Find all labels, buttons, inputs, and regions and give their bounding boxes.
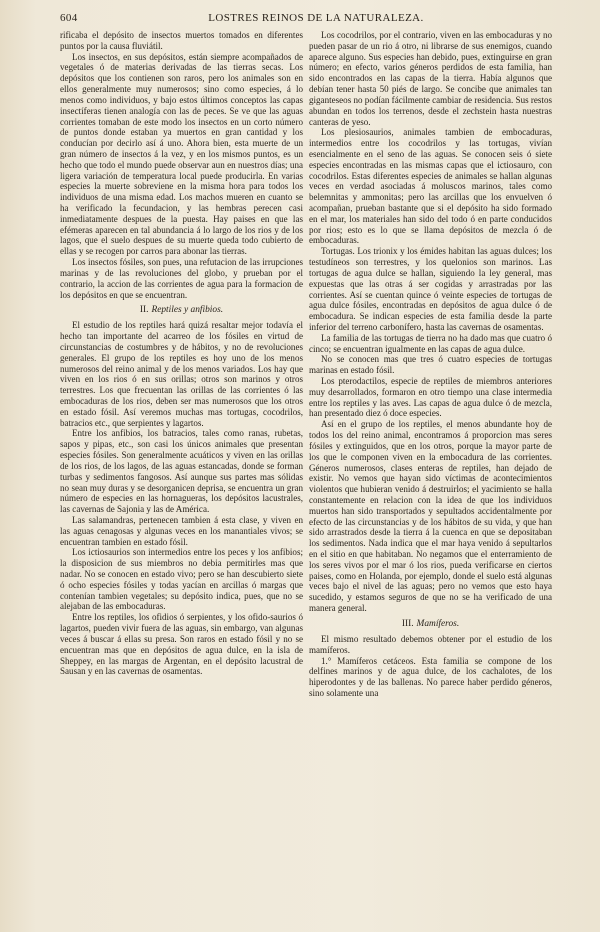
section-heading bbox=[309, 619, 552, 630]
paragraph: Los insectos fósiles, son pues, una refutacion de las irrupciones marinas y de las revoluciones del globo, y prueban por el contrario, la accion de las corrientes de agua para la formacion de los depósitos en que se encuentran. bbox=[60, 257, 303, 300]
paragraph: Los cocodrilos, por el contrario, viven en las embocaduras y no pueden pasar de un rio á otro, ni librarse de sus enemigos, cuando aparece alguno. Sus especies han debido, pues, extinguirse en gran número; en efecto, varios géneros perdidos de esta familia, han sido encontrados en las capas de la tierra. Había algunos que debían tener hasta 50 piés de largo. Se concibe que animales tan giganteseos no podían fácilmente cambiar de residencia. Sus restos abundan en todos los terrenos, desde el zechstein hasta nuestras canteras de yeso. bbox=[309, 30, 552, 127]
paragraph: Así en el grupo de los reptiles, el menos abundante hoy de todos los del reino animal, encontramos á proporcion mas seres fósiles y extinguidos, que en los otros, porque la mayor parte de los que le componen viven en la embocadura de las corrientes. Géneros numerosos, clases enteras de reptiles, han dejado de existir. No vemos que hayan sido víctimas de acontecimientos violentos que hubieran venido á destruirlos; el yacimiento se halla constantemente en relacion con la idea de que los individuos muertos han sido transportados y sepultados accidentalmente por efecto de las circunstancias y de los hábitos de su vida, y que han sido arrastrados desde la tierra á la cuenca en que se depositaban los sedimentos. Nada indica que el mar haya venido á sepultarlos en el sitio en que habitaban. No negamos que el enterramiento de los seres vivos por el mar ó los rios, pueda verificarse en ciertos paises, como en Holanda, por ejemplo, donde el suelo está algunas veces bajo el nivel de las aguas; pero no vemos que esto haya sucedido, y estamos seguros de que no se ha verificado de una manera general. bbox=[309, 419, 552, 614]
paragraph: Los plesiosaurios, animales tambien de embocaduras, intermedios entre los cocodrilos y las tortugas, vivían esencialmente en el seno de las aguas. Se conocen seis ó siete especies encontradas en las mismas capas que el ictiosauro, con cocodrilos. Estas diferentes especies de animales se hallan algunas veces en verdad asociadas á moluscos marinos, tales como belemnitas y ammonitas; pero las arcillas que los envuelven ó acompañan, prueban bastante que si el depósito ha sido formado en el mar, los materiales han sido del todo ó en parte conducidos por rios; esto es lo que se llama depósitos de mezcla ó de embocaduras. bbox=[309, 127, 552, 246]
paragraph: La familia de las tortugas de tierra no ha dado mas que cuatro ó cinco; se encuentran igualmente en las capas de agua dulce. bbox=[309, 332, 552, 354]
running-title: LOSTRES REINOS DE LA NATURALEZA. bbox=[208, 12, 424, 24]
paragraph: Tortugas. Los trionix y los émides habitan las aguas dulces; los testudíneos son terrestres, y los quelonios son marinos. Las tortugas de agua dulce se hallan, siguiendo la ley general, mas expuestas que las otras á ser cogidas y arrastradas por las corrientes. Así se cuentan quince ó veinte especies de tortugas de agua dulce fósiles, encontradas en depósitos de agua dulce ó de embocadura. Se indican especies de esta familia desde la parte inferior del terreno carbonífero, hasta las cavernas de osamentas. bbox=[309, 246, 552, 332]
section-number: III. bbox=[401, 618, 414, 629]
paragraph: Los insectos, en sus depósitos, están siempre acompañados de vegetales ó de materias derivadas de las tierras secas. Los depósitos que los contienen son raros, pero los animales son en ellos generalmente muy numerosos; sino como especies, á lo menos como individuos, y bajo estos últimos conceptos las capas insectíferas tienen analogía con las de peces. Se ve que las aguas corrientes tomaban de este modo los insectos en un corto número de puntos donde estaban ya muertos en gran cantidad y los conducían por decirlo así á uno. Ahora bien, esta muerte de un gran número de insectos á la vez, y en los mismos puntos, es un hecho que todo el mundo puede observar aun en nuestros días; una ligera variación de temperatura local puede producirla. En varias especies la muerte sobreviene en la misma hora para todos los individuos de una misma edad. Los machos mueren en cuanto se ha verificado la fecundacion, y las hembras perecen casi inmediatamente despues de la puesta. Hay paises en que las efémeras aparecen en tal abundancia á lo largo de los rios y de los lagos, que el suelo despues de su muerte queda todo cubierto de ellas y se recogen por carros para abonar las tierras. bbox=[60, 51, 303, 257]
paragraph: Entre los anfibios, los batracios, tales como ranas, rubetas, sapos y pipas, etc., son casi los únicos animales que presentan especies fósiles. Son generalmente acuáticos y viven en las orillas de los rios, de los lagos, de las aguas estancadas, donde se forman turbas y sedimentos fangosos. Así aunque sus partes mas sólidas no sean muy duras y se desorganicen deprisa, se encuentra un gran número de especies en las hornagueras, los depósitos lacustrales, las cavernas de Sajonia y las de América. bbox=[60, 428, 303, 515]
paragraph: Los pterodactilos, especie de reptiles de miembros anteriores muy desarrollados, formaron en otro tiempo una clase intermedia entre los reptiles y las aves. Las capas de agua dulce ó de mezcla, han presentado diez ó doce especies. bbox=[309, 376, 552, 419]
section-number: II. bbox=[139, 305, 149, 316]
paragraph: Entre los reptiles, los ofidios ó serpientes, y los ofido-saurios ó lagartos, pueden vivir fuera de las aguas, sin embargo, van algunas veces á buscar á ellas su presa. Son raros en estado fósil y no se encuentran mas que en depósitos de agua dulce, en la isla de Sheppey, en las margas de Argentan, en el depósito lacustral de Sausan y en las cavernas de osamentas. bbox=[60, 612, 303, 677]
section-title: Mamíferos. bbox=[416, 618, 460, 629]
left-column bbox=[60, 30, 303, 677]
paragraph: El estudio de los reptiles hará quizá resaltar mejor todavía el hecho tan importante del acarreo de los fósiles en virtud de circunstancias de costumbres y de hábitos, y no de revoluciones generales. El grupo de los reptiles es hoy uno de los menos numerosos del reino animal y de los menos variados. Los hay que viven en los rios ó en sus orillas; otros son marinos y otros terrestres. Los que frecuentan las orillas de las corrientes ó las embocaduras de los rios, deben ser mas numerosos que los otros en estado fósil. Así veremos muchas mas tortugas, cocodrilos, batracios etc., que serpientes y lagartos. bbox=[60, 320, 303, 428]
section-title: Reptiles y anfibios. bbox=[151, 305, 224, 316]
paragraph: Las salamandras, pertenecen tambien á esta clase, y viven en las aguas cenagosas y algunas veces en los manantiales vivos; se encuentran tambien en estado fósil. bbox=[60, 514, 303, 547]
paragraph: rificaba el depósito de insectos muertos tomados en diferentes puntos por la causa fluviátil. bbox=[60, 30, 303, 51]
page-number: 604 bbox=[60, 12, 78, 24]
paragraph: 1.° Mamíferos cetáceos. Esta familia se compone de los delfines marinos y de agua dulce, de los cachalotes, de los hiperodontes y de las ballenas. No parece haber perdido géneros, sino solamente una bbox=[309, 655, 552, 698]
paragraph: No se conocen mas que tres ó cuatro especies de tortugas marinas en estado fósil. bbox=[309, 354, 552, 376]
section-heading bbox=[60, 305, 303, 316]
paragraph: Los ictiosaurios son intermedios entre los peces y los anfibios; la disposicion de sus miembros no debia permitirles mas que nadar. No se conocen en estado vivo; pero se han descubierto siete ó ocho especies fósiles y todas yacían en arcillas ó margas que contenían tambien vegetales; su depósito indica, pues, que no se alejaban de las embocaduras. bbox=[60, 547, 303, 612]
right-column bbox=[309, 30, 552, 699]
paragraph: El mismo resultado debemos obtener por el estudio de los mamíferos. bbox=[309, 633, 552, 655]
page-header bbox=[60, 12, 572, 28]
